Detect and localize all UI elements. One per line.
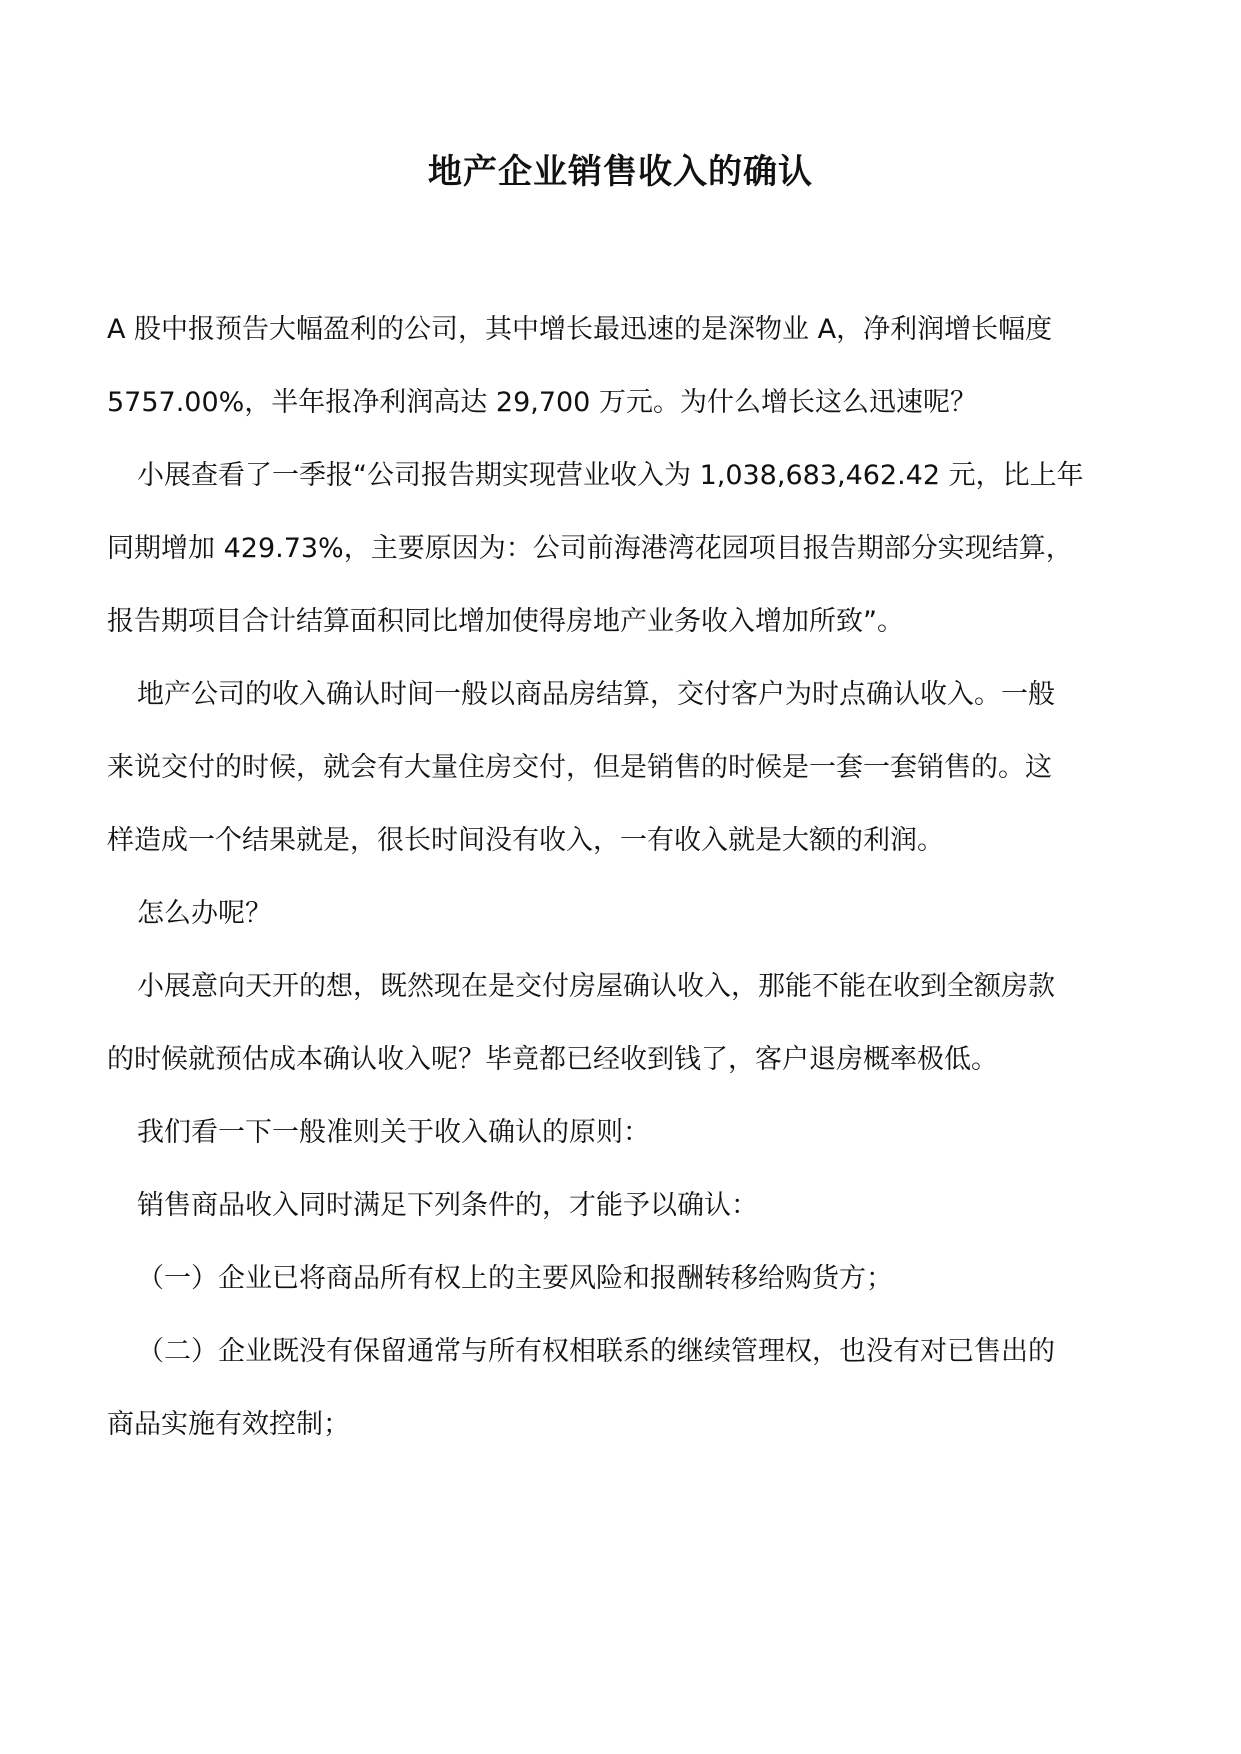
paragraph-line: 商品实施有效控制； xyxy=(107,1409,350,1440)
paragraph-line: 同期增加 429.73%，主要原因为：公司前海港湾花园项目报告期部分实现结算， xyxy=(107,533,1073,564)
paragraph-line: 小展意向天开的想，既然现在是交付房屋确认收入，那能不能在收到全额房款 xyxy=(137,971,1055,1002)
paragraph-line: 样造成一个结果就是，很长时间没有收入，一有收入就是大额的利润。 xyxy=(107,825,944,856)
paragraph-line: 报告期项目合计结算面积同比增加使得房地产业务收入增加所致”。 xyxy=(107,606,904,637)
paragraph-line: 怎么办呢？ xyxy=(137,898,272,929)
paragraph-line: 销售商品收入同时满足下列条件的，才能予以确认： xyxy=(137,1190,758,1221)
paragraph-line: 来说交付的时候，就会有大量住房交付，但是销售的时候是一套一套销售的。这 xyxy=(107,752,1052,783)
paragraph-line: （一）企业已将商品所有权上的主要风险和报酬转移给购货方； xyxy=(137,1263,893,1294)
paragraph-line: 小展查看了一季报“公司报告期实现营业收入为 1,038,683,462.42 元，比上年 xyxy=(137,460,1084,491)
paragraph-line: （二）企业既没有保留通常与所有权相联系的继续管理权，也没有对已售出的 xyxy=(137,1336,1055,1367)
paragraph-line: 的时候就预估成本确认收入呢？毕竟都已经收到钱了，客户退房概率极低。 xyxy=(107,1044,998,1075)
paragraph-line: A 股中报预告大幅盈利的公司，其中增长最迅速的是深物业 A，净利润增长幅度 xyxy=(107,314,1053,345)
paragraph-line: 5757.00%，半年报净利润高达 29,700 万元。为什么增长这么迅速呢？ xyxy=(107,387,977,418)
document-title: 地产企业销售收入的确认 xyxy=(428,152,813,192)
paragraph-line: 我们看一下一般准则关于收入确认的原则： xyxy=(137,1117,650,1148)
paragraph-line: 地产公司的收入确认时间一般以商品房结算，交付客户为时点确认收入。一般 xyxy=(137,679,1055,710)
